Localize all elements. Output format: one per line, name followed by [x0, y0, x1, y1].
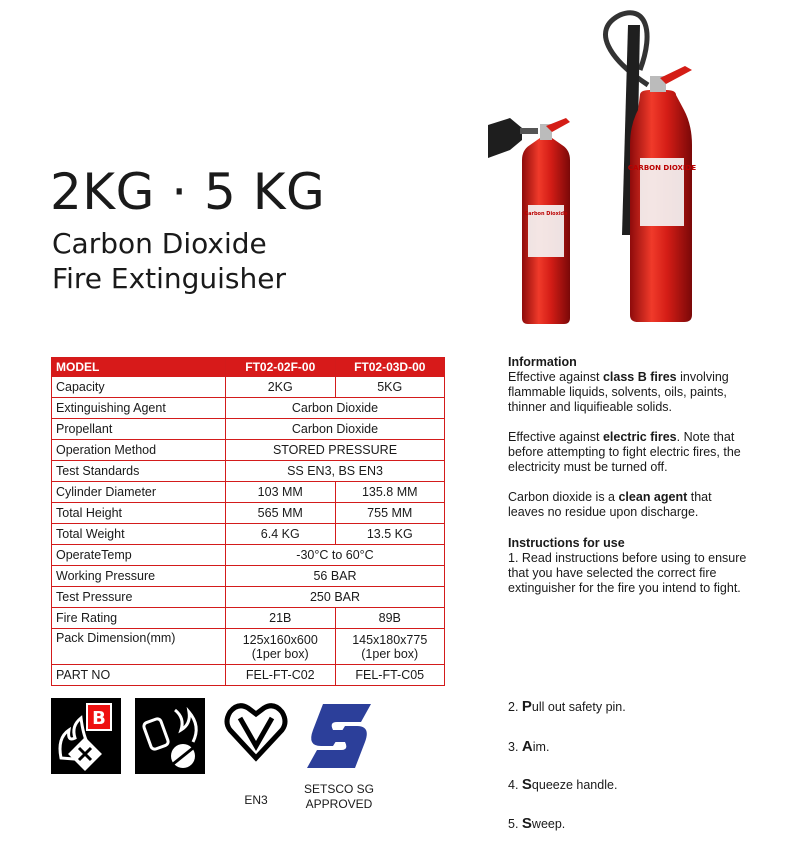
cell: 755 MM [335, 503, 445, 524]
cell-line: 125x160x600 [242, 632, 318, 647]
text-bold: electric fires [602, 430, 677, 444]
class-b-fire-icon [51, 698, 121, 774]
text: involving flammable liquids, solvents, oils, paints, thinner and liquifieable solids. [508, 370, 729, 414]
table-row [52, 566, 445, 587]
row-label: Capacity [52, 377, 226, 398]
info-paragraph-1 [508, 370, 748, 415]
cell: FEL-FT-C02 [226, 665, 336, 686]
row-label: Total Height [52, 503, 226, 524]
cell: 2KG [226, 377, 336, 398]
instructions-heading: Instructions for use [508, 536, 625, 550]
instruction-step [508, 815, 565, 832]
text: that leaves no residue upon discharge. [508, 490, 712, 519]
info-panel [508, 355, 748, 596]
text-bold: class B fires [602, 370, 677, 384]
table-row [52, 629, 445, 665]
table-row [52, 608, 445, 629]
cell: FEL-FT-C05 [335, 665, 445, 686]
step-text: queeze handle. [531, 778, 618, 792]
instruction-1: 1. Read instructions before using to ensure that you have selected the correct fire extinguisher for the fire you intend to fight. [508, 551, 747, 595]
row-label: Test Pressure [52, 587, 226, 608]
info-heading: Information [508, 355, 577, 369]
cell: Carbon Dioxide [226, 398, 445, 419]
cell [226, 629, 336, 665]
text: Effective against [508, 370, 603, 384]
step-num: 5. [508, 817, 522, 831]
step-letter: S [521, 815, 532, 832]
instruction-step [508, 738, 549, 755]
product-label-small: Carbon Dioxide [524, 211, 568, 217]
header-model-b: FT02-03D-00 [335, 358, 445, 377]
title-line2: Fire Extinguisher [52, 262, 287, 295]
info-paragraph-2 [508, 430, 748, 475]
step-num: 2. [508, 700, 522, 714]
table-row [52, 377, 445, 398]
cell: SS EN3, BS EN3 [226, 461, 445, 482]
row-label: Extinguishing Agent [52, 398, 226, 419]
cell: 135.8 MM [335, 482, 445, 503]
table-row [52, 665, 445, 686]
step-text: weep. [531, 817, 566, 831]
cell [335, 629, 445, 665]
en3-caption: EN3 [244, 793, 268, 807]
step-text: ull out safety pin. [531, 700, 626, 714]
step-letter: A [521, 738, 533, 755]
cell: 13.5 KG [335, 524, 445, 545]
cell: 6.4 KG [226, 524, 336, 545]
cell: 89B [335, 608, 445, 629]
kitemark-icon [224, 700, 288, 762]
table-row [52, 461, 445, 482]
row-label: Total Weight [52, 524, 226, 545]
row-label: OperateTemp [52, 545, 226, 566]
header-model: MODEL [52, 358, 226, 377]
title-weights: 2KG · 5 KG [50, 163, 326, 221]
setsco-logo-icon [303, 700, 375, 772]
step-letter: P [521, 698, 532, 715]
table-row [52, 482, 445, 503]
setsco-caption-line: SETSCO SG [303, 782, 374, 796]
table-row [52, 503, 445, 524]
instruction-step [508, 698, 626, 715]
cell-line: (1per box) [251, 646, 309, 661]
row-label: Propellant [52, 419, 226, 440]
step-num: 4. [508, 778, 522, 792]
table-row [52, 398, 445, 419]
cell: Carbon Dioxide [226, 419, 445, 440]
product-image [470, 0, 710, 330]
table-header-row [52, 358, 445, 377]
setsco-caption-line: APPROVED [305, 797, 373, 811]
step-text: im. [532, 740, 550, 754]
product-label: CARBON DIOXIDE [627, 164, 697, 172]
row-label: Working Pressure [52, 566, 226, 587]
info-paragraph-3 [508, 490, 748, 520]
header-model-a: FT02-02F-00 [226, 358, 336, 377]
table-row [52, 419, 445, 440]
row-label: Pack Dimension(mm) [52, 629, 226, 665]
cell: 250 BAR [226, 587, 445, 608]
step-letter: S [521, 776, 532, 793]
table-row [52, 545, 445, 566]
row-label: Test Standards [52, 461, 226, 482]
cell: 565 MM [226, 503, 336, 524]
table-row [52, 587, 445, 608]
cell: 103 MM [226, 482, 336, 503]
cell: 5KG [335, 377, 445, 398]
cell: 56 BAR [226, 566, 445, 587]
row-label: PART NO [52, 665, 226, 686]
cell-line: 145x180x775 [352, 632, 428, 647]
table-row [52, 440, 445, 461]
text: . Note that before attempting to fight electric fires, the electricity must be turned off. [508, 430, 741, 474]
row-label: Operation Method [52, 440, 226, 461]
text: Effective against [508, 430, 603, 444]
electric-fire-icon [135, 698, 205, 774]
text-bold: clean agent [618, 490, 688, 504]
text: Carbon dioxide is a [508, 490, 619, 504]
cell-line: (1per box) [361, 646, 419, 661]
table-row [52, 524, 445, 545]
sign-letter: B [92, 708, 106, 729]
setsco-caption [298, 782, 380, 812]
row-label: Fire Rating [52, 608, 226, 629]
title-line1: Carbon Dioxide [52, 227, 267, 260]
cell: STORED PRESSURE [226, 440, 445, 461]
spec-table [51, 357, 445, 686]
cell: 21B [226, 608, 336, 629]
cell: -30°C to 60°C [226, 545, 445, 566]
row-label: Cylinder Diameter [52, 482, 226, 503]
step-num: 3. [508, 740, 522, 754]
instruction-step [508, 776, 617, 793]
